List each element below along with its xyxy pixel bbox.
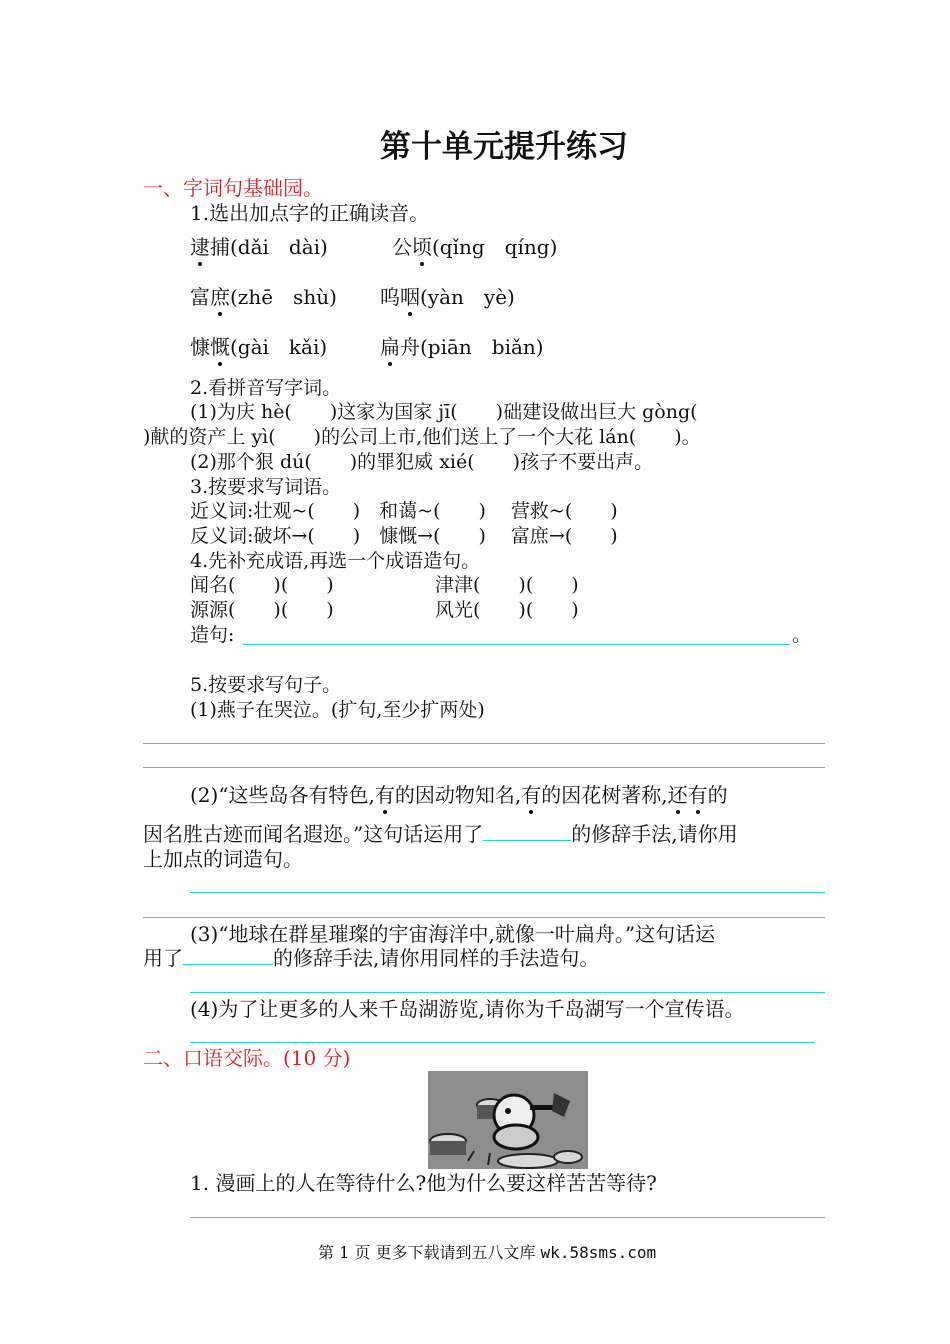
synonym-line: 近义词:壮观~( ) 和蔼~( ) 营救~( ) [190,500,618,522]
idiom-blank: 风光( )( ) [435,599,579,621]
dotted-char: 慨 [210,335,230,359]
answer-line [243,644,790,645]
pinyin-item-3: 富庶(zhē shù) [190,285,337,309]
idiom-blank: 闻名( )( ) [190,574,334,596]
fill-blank [483,822,571,841]
pinyin-item-5: 慷慨(gài kǎi) [190,335,328,359]
pinyin-item-1: 逮捕(dǎi dài) [190,235,328,259]
question-5-part-1: (1)燕子在哭泣。(扩句,至少扩两处) [190,699,485,721]
answer-line [190,992,825,993]
question-2-prompt: 2.看拼音写字词。 [190,377,342,399]
question-2-line-3: (2)那个狠 dú( )的罪犯威 xié( )孩子不要出声。 [190,451,654,473]
pinyin-item-2: 公顷(qǐng qíng) [392,235,558,259]
answer-line [143,743,825,744]
question-3-prompt: 3.按要求写词语。 [190,476,342,498]
antonym-line: 反义词:破坏→( ) 慷慨→( ) 富庶→( ) [190,525,618,547]
footer-text: 第 1 页 更多下载请到五八文库 [318,1243,536,1262]
question-5-part-3-line-2: 用了 的修辞手法,请你用同样的手法造句。 [143,946,600,970]
answer-line [190,892,825,893]
question-2-line-1: (1)为庆 hè( )这家为国家 jī( )础建设做出巨大 gòng( [190,401,698,423]
dotted-char: 顷 [412,235,432,259]
dotted-char: 逮 [190,235,210,259]
dotted-char: 有 [521,783,542,807]
dotted-char: 庶 [210,285,230,309]
question-5-part-4: (4)为了让更多的人来千岛湖游览,请你为千岛湖写一个宣传语。 [190,997,745,1021]
idiom-blank: 源源( )( ) [190,599,334,621]
cartoon-image [428,1071,588,1169]
question-5-prompt: 5.按要求写句子。 [190,674,342,696]
section-heading-2: 二、口语交际。(10 分) [143,1046,351,1070]
pinyin-item-6: 扁舟(piān biǎn) [380,335,544,359]
question-5-part-3-line-1: (3)“地球在群星璀璨的宇宙海洋中,就像一叶扁舟。”这句话运 [190,922,716,946]
question-5-part-2-line-2: 因名胜古迹而闻名遐迩。”这句话运用了 的修辞手法,请你用 [143,822,738,846]
dotted-char: 咽 [400,285,420,309]
question-1-prompt: 1.选出加点字的正确读音。 [190,201,430,225]
section-heading-1: 一、字词句基础园。 [143,176,323,200]
dotted-char: 扁 [380,335,400,359]
footer-site-link[interactable]: wk.58sms.com [540,1243,657,1262]
answer-line [190,1042,815,1043]
question-2-line-2: )献的资产上 yì( )的公司上市,他们送上了一个大花 lán( )。 [143,426,701,448]
dotted-char: 有 [687,783,708,807]
sentence-label: 造句: [190,624,235,646]
question-5-part-2-line-3: 上加点的词造句。 [143,847,303,871]
page-footer [318,1243,656,1263]
page-title: 第十单元提升练习 [380,129,628,165]
sentence-end: 。 [792,624,812,646]
dotted-char: 还 [667,783,688,807]
answer-line [143,917,825,918]
idiom-blank: 津津( )( ) [435,574,579,596]
dotted-char: 有 [374,783,395,807]
pinyin-item-4: 呜咽(yàn yè) [380,285,515,309]
cartoon-drawing [428,1071,588,1169]
question-4-prompt: 4.先补充成语,再选一个成语造句。 [190,550,481,572]
section-2-question-1: 1. 漫画上的人在等待什么?他为什么要这样苦苦等待? [190,1171,657,1195]
fill-blank [183,946,273,965]
question-5-part-2-line-1: (2)“这些岛各有特色,有的因动物知名,有的因花树著称,还有的 [190,783,728,807]
answer-line [190,1217,825,1218]
answer-line [143,767,825,768]
